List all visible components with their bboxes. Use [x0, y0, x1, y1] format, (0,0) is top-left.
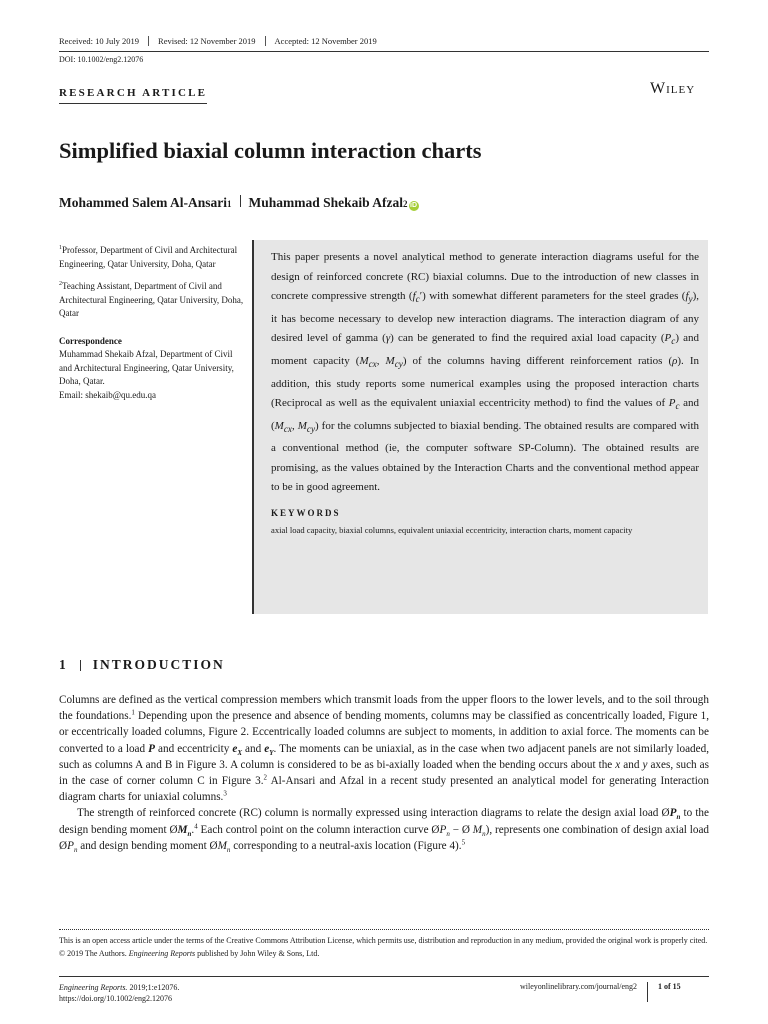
- journal-site-link[interactable]: wileyonlinelibrary.com/journal/eng2: [520, 982, 638, 991]
- citation[interactable]: 3: [223, 789, 227, 798]
- paragraph: Columns are defined as the vertical compression members which transmit loads from the upper floors to the lower levels, and to the soil through the foundations.$^1$ Depending upon the presence and absence of bending moments, columns may be classified as concentrically loaded, Figure 1, or eccentrically loaded columns, Figure 2. Eccentrically loaded columns are subject to moments, in addition to axial force. The moments can be converted to a load P and eccentricity $e_X$ and $e_Y$. The moments can be uniaxial, as in the case when two adjacent panels are not similarly loaded, such as columns A and B in Figure 3. A column is considered to be as bi-axially loaded when the bending occurs about the x and y axes, such as in the case of corner column C in Figure 3.$^2$ Al-Ansari and Afzal in a recent study presented an analytical model for generating Interaction diagram charts for uniaxial columns.$^3$: [59, 694, 709, 804]
- journal-name: Engineering Reports.: [59, 983, 128, 992]
- paragraph: The strength of reinforced concrete (RC) column is normally expressed using interaction diagrams to relate the design axial load $ØP_n$ to the design bending moment $ØM_n.^4$ Each control point on the column interaction curve $ØP_n$ − Ø $M_n$), represents one combination of design axial load $ØP_n$ and design bending moment $ØM_n$ corresponding to a neutral-axis location (Figure 4).$^5$: [59, 807, 709, 855]
- section-label: RESEARCH ARTICLE: [59, 87, 207, 104]
- author-name[interactable]: Mohammed Salem Al-Ansari: [59, 195, 227, 210]
- footer-right: [520, 982, 681, 1002]
- affiliation: [59, 242, 244, 271]
- keywords-text: axial load capacity, biaxial columns, equivalent uniaxial eccentricity, interaction charts, moment capacity: [271, 524, 633, 535]
- divider: [148, 36, 149, 46]
- body-text: [59, 692, 709, 854]
- license-text: This is an open access article under the terms of the Creative Commons Attribution License, which permits use, distribution and reproduction in any medium, provided the original work is properly cited.: [59, 936, 708, 945]
- footer-rule: [59, 976, 709, 977]
- page-number: 1 of 15: [658, 982, 681, 991]
- header-rule: [59, 51, 709, 52]
- section-number: 1: [59, 657, 68, 672]
- divider: [240, 195, 241, 207]
- footer-citation: [59, 982, 179, 1004]
- citation[interactable]: 4: [194, 821, 198, 830]
- affiliation-sup: 2: [59, 281, 62, 287]
- footnote-rule: [59, 929, 709, 930]
- affiliation-text: Teaching Assistant, Department of Civil and Architectural Engineering, Qatar University, Doha, Qatar: [59, 281, 244, 318]
- correspondence-text: Muhammad Shekaib Afzal, Department of Civil and Architectural Engineering, Qatar University, Doha, Qatar.: [59, 349, 234, 386]
- keywords-heading: KEYWORDS: [271, 507, 341, 518]
- article-dates: [59, 36, 377, 46]
- section-title: INTRODUCTION: [92, 657, 225, 672]
- correspondence-email[interactable]: Email: shekaib@qu.edu.qa: [59, 389, 157, 400]
- article-title: Simplified biaxial column interaction charts: [59, 138, 482, 163]
- author-name[interactable]: Muhammad Shekaib Afzal: [248, 195, 404, 210]
- orcid-icon[interactable]: iD: [410, 202, 418, 209]
- divider: [647, 982, 648, 1002]
- abstract-text: This paper presents a novel analytical method to generate interaction diagrams useful for the design of reinforced concrete (RC) biaxial columns. Due to the introduction of new classes in concrete compressive strength $(f_c')$ with somewhat different parameters for the steel grades $(f_y)$, it has become necessary to develop new interaction diagrams. The interaction diagram of any desired level of gamma (γ) can be generated to find the required axial load capacity $(P_c)$ and moment capacity ($M_{cx}$, $M_{cy}$) of the columns having different reinforcement ratios (ρ). In addition, this study reports some numerical examples using the proposed interaction charts (Reciprocal as well as the equivalent uniaxial eccentricity method) to find the values of $P_c$ and ($M_{cx}$, $M_{cy}$) for the columns subjected to biaxial bending. The obtained results are compared with a conventional method (ie, the computer software SP-Column). The obtained results are promising, as the values obtained by the Interaction Charts and the conventional method appear to be in good agreement.: [271, 251, 700, 494]
- section-heading: [59, 657, 225, 673]
- affiliation-sup: 1: [59, 245, 62, 251]
- citation[interactable]: 5: [461, 838, 466, 847]
- revised-date: Revised: 12 November 2019: [158, 36, 256, 46]
- author-list: [59, 195, 419, 211]
- citation[interactable]: 2: [263, 773, 268, 782]
- abstract-box: [252, 240, 708, 614]
- affiliations: [59, 242, 244, 402]
- license-notice: [59, 934, 709, 960]
- correspondence-heading: Correspondence: [59, 335, 122, 346]
- doi[interactable]: DOI: 10.1002/eng2.12076: [59, 55, 144, 64]
- divider: [80, 660, 81, 671]
- accepted-date: Accepted: 12 November 2019: [274, 36, 377, 46]
- affiliation: [59, 278, 244, 321]
- affiliation-text: Professor, Department of Civil and Architectural Engineering, Qatar University, Doha, Qatar: [59, 245, 238, 269]
- doi-link[interactable]: https://doi.org/10.1002/eng2.12076: [59, 994, 172, 1003]
- author-sup: 2: [403, 199, 408, 209]
- author-sup: 1: [227, 199, 232, 209]
- citation-info: 2019;1:e12076.: [127, 983, 180, 992]
- divider: [265, 36, 266, 46]
- received-date: Received: 10 July 2019: [59, 36, 140, 46]
- citation[interactable]: 1: [131, 708, 135, 717]
- copyright: © 2019 The Authors. Engineering Reports published by John Wiley & Sons, Ltd.: [59, 949, 320, 958]
- publisher-logo: Wiley: [650, 80, 696, 97]
